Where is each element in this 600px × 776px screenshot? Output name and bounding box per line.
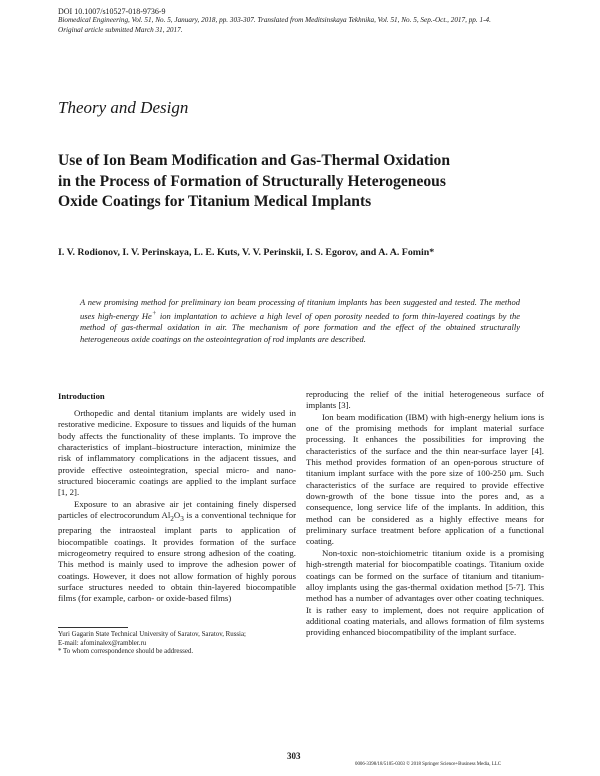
footnote-divider — [58, 627, 128, 628]
paragraph-text: O — [173, 510, 181, 521]
paragraph-text: Exposure to an abrasive air jet containing finely dispersed particles of electrocorundum Al — [58, 498, 296, 521]
correspondence-note: * To whom correspondence should be addressed. — [58, 648, 194, 656]
paragraph — [58, 499, 296, 605]
title-line: Oxide Coatings for Titanium Medical Implants — [58, 193, 372, 210]
subscript: 3 — [180, 514, 184, 523]
abstract — [80, 297, 520, 345]
authors: I. V. Rodionov, I. V. Perinskaya, L. E. Kuts, V. V. Perinskii, I. S. Egorov, and A. A. Fomin* — [58, 247, 435, 258]
citation: Biomedical Engineering, Vol. 51, No. 5, January, 2018, pp. 303-307. Translated from Meditsinskaya Tekhnika, Vol. 51, No. 5, Sep.-Oct., 2017, pp. 1-4. — [58, 16, 491, 25]
article-title — [58, 151, 538, 213]
left-column — [58, 408, 296, 605]
article-header — [58, 7, 558, 35]
page-number: 303 — [287, 751, 301, 761]
introduction-heading: Introduction — [58, 391, 105, 401]
paragraph: Ion beam modification (IBM) with high-energy helium ions is one of the promising methods for implant material surface processing. It enhances the possibilities for improving the characteristics of the surface and the thin near-surface layer [4]. This method provides formation of an open-porous structure of titanium implant surface with the pore size of 100-250 μm. Such characteristics of the surface are required to provide effective down-growth of the bone tissue into the pores and, as a consequence, long service life of the implants. In addition, this method can be considered as a highly effective means for preliminary surface treatment before application of a functional coating. — [306, 411, 544, 547]
paragraph: Non-toxic non-stoichiometric titanium oxide is a promising high-strength material for biocompatible coatings. Titanium oxide coatings can be formed on the surface of titanium and titanium-alloy implants using the gas-thermal oxidation method [5-7]. This method has a number of advantages over other coating techniques. It is rather easy to implement, does not require application of additional coating materials, and allows formation of film systems providing enhanced biocompatibility of the implant surface. — [306, 547, 544, 638]
section-title: Theory and Design — [58, 98, 189, 117]
subscript: 2 — [170, 514, 174, 523]
footnote — [58, 631, 298, 657]
paragraph: reproducing the relief of the initial heterogeneous surface of implants [3]. — [306, 389, 544, 411]
copyright-line: 0006-3398/18/5105-0303 © 2018 Springer Science+Business Media, LLC — [355, 762, 501, 767]
paragraph-text: is a conventional technique for preparing the intraosteal implant parts to application of biocompatible coatings. It provides formation of the surface microgeometry required to ensure strong adhesion of the coating. This method is mainly used to improve the adhesion power of coatings. However, it does not allow formation of highly porous surface structures needed to obtain thin-layered biocompatible films (for example, carbon- or oxide-based films) — [58, 510, 296, 604]
submission-date: Original article submitted March 31, 2017. — [58, 25, 183, 34]
abstract-text: A new promising method for preliminary ion beam processing of titanium implants has been suggested and tested. The method uses high-energy He — [80, 297, 520, 322]
affiliation: Yuri Gagarin State Technical University of Saratov, Saratov, Russia; — [58, 631, 246, 638]
doi[interactable]: DOI 10.1007/s10527-018-9736-9 — [58, 7, 166, 16]
title-line: Use of Ion Beam Modification and Gas-Thermal Oxidation — [58, 152, 451, 169]
paragraph: Orthopedic and dental titanium implants are widely used in restorative medicine. Exposure to tissues and liquids of the human body affects the functionality of these implants. To improve the characteristics of implant–biostructure interaction, minimize the risk of inflammatory complications in the adjacent tissues, and provide effective osteointegration, special micro- and nano-structured bioceramic coatings are applied to the implant surface [1, 2]. — [58, 408, 296, 498]
right-column — [306, 389, 544, 639]
title-line: in the Process of Formation of Structurally Heterogeneous — [58, 172, 446, 190]
superscript: + — [151, 309, 157, 318]
abstract-text: ion implantation to achieve a high level of open porosity needed to form thin-layered coatings by the method of gas-thermal oxidation in air. The mechanism of pore formation and the effect of the obtained structurally heterogeneous oxide coatings on the osteointegration of rod implants are described. — [80, 311, 520, 344]
email[interactable]: E-mail: afominalex@rambler.ru — [58, 639, 147, 647]
